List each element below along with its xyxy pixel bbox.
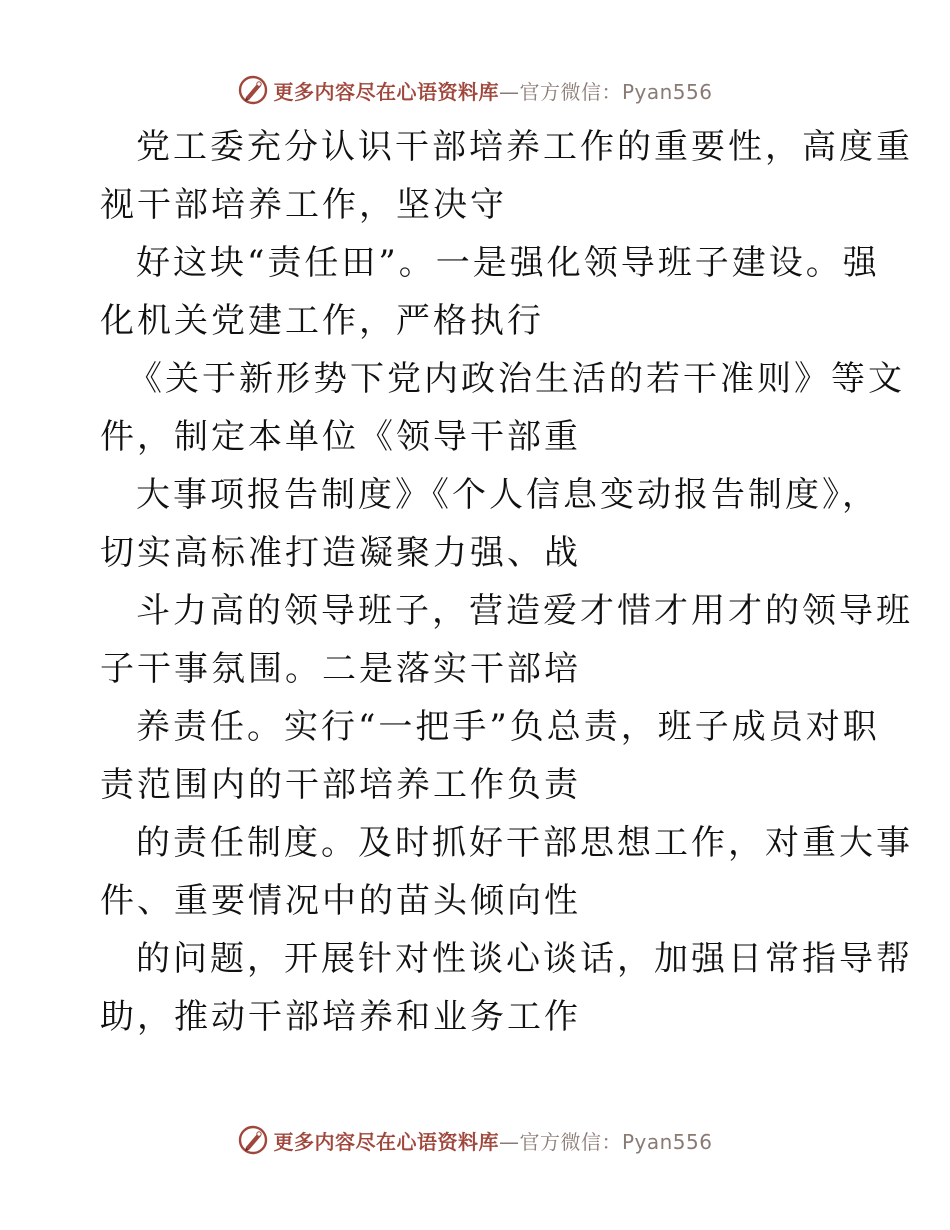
body-line: 件、重要情况中的苗头倾向性 (100, 881, 581, 921)
footer-dash: — (498, 1129, 520, 1154)
body-line: 子干事氛围。二是落实干部培 (100, 649, 581, 689)
footer-brand-text: 更多内容尽在心语资料库 (273, 1129, 499, 1154)
footer-wechat-text: 官方微信：Pyan556 (519, 1129, 713, 1154)
header-banner-text (273, 76, 712, 105)
body-line: 党工委充分认识干部培养工作的重要性，高度重 (136, 127, 913, 167)
body-line: 好这块“责任田”。一是强化领导班子建设。强 (136, 243, 880, 283)
body-line: 化机关党建工作，严格执行 (100, 301, 544, 341)
body-line: 件，制定本单位《领导干部重 (100, 417, 581, 457)
body-line: 养责任。实行“一把手”负总责，班子成员对职 (136, 707, 880, 747)
body-line: 视干部培养工作，坚决守 (100, 185, 507, 225)
body-line: 切实高标准打造凝聚力强、战 (100, 533, 581, 573)
body-line: 的责任制度。及时抓好干部思想工作，对重大事 (136, 823, 913, 863)
body-line: 责范围内的干部培养工作负责 (100, 765, 581, 805)
body-line: 的问题，开展针对性谈心谈话，加强日常指导帮 (136, 939, 913, 979)
header-banner (0, 70, 950, 110)
document-body (100, 118, 913, 1046)
body-line: 《关于新形势下党内政治生活的若干准则》等文 (128, 359, 905, 399)
header-wechat-text: 官方微信：Pyan556 (519, 79, 713, 104)
header-dash: — (498, 79, 520, 104)
footer-banner (0, 1120, 950, 1160)
footer-banner-text (273, 1126, 712, 1155)
body-line: 助，推动干部培养和业务工作 (100, 997, 581, 1037)
pen-seal-icon (237, 74, 269, 106)
header-brand-text: 更多内容尽在心语资料库 (273, 79, 499, 104)
body-line: 斗力高的领导班子，营造爱才惜才用才的领导班 (136, 591, 913, 631)
pen-seal-icon (237, 1124, 269, 1156)
body-line: 大事项报告制度》《个人信息变动报告制度》， (136, 475, 879, 515)
